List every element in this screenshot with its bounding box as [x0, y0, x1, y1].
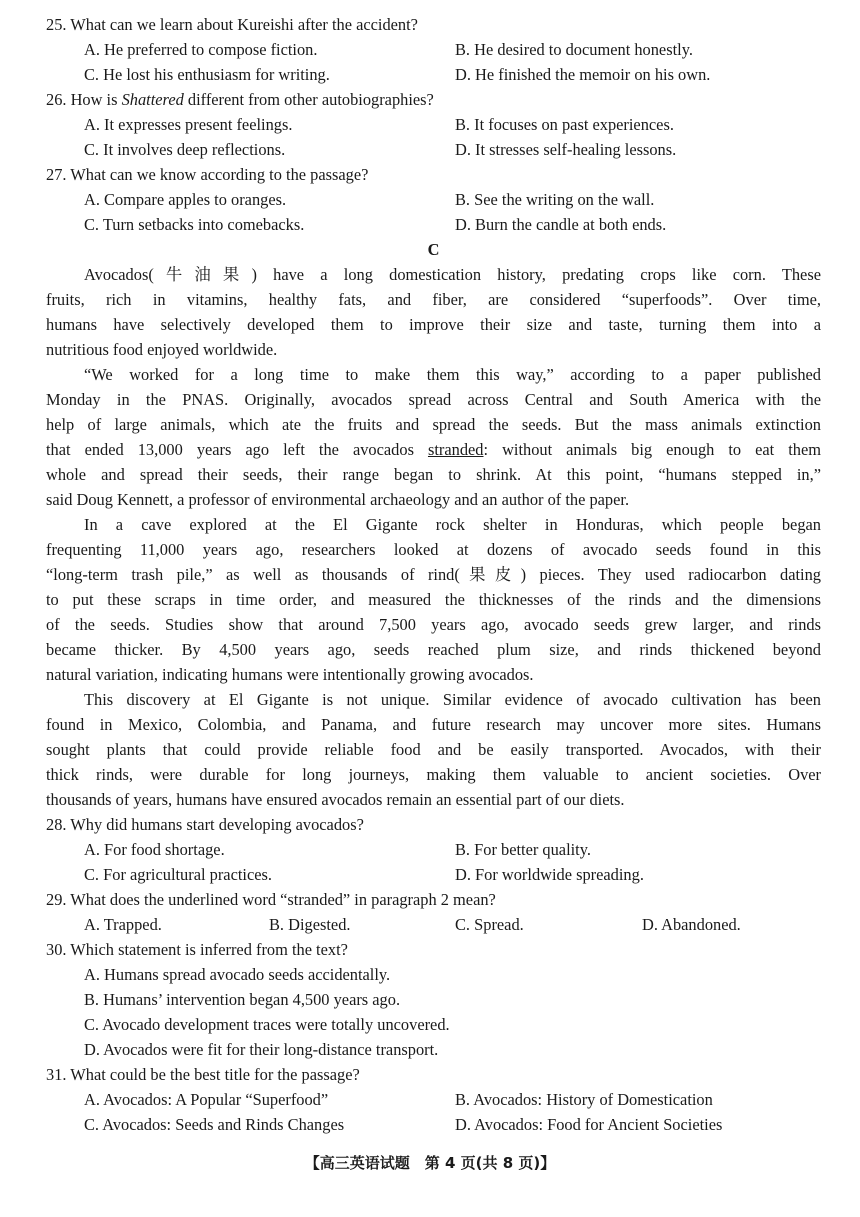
paragraph-line: In a cave explored at the El Gigante rock shelter in Honduras, which people began	[84, 515, 821, 534]
page-footer: 【高三英语试题 第 4 页(共 8 页)】	[304, 1154, 556, 1172]
paragraph-line: frequenting 11,000 years ago, researchers looked at dozens of avocado seeds found in this	[46, 540, 821, 559]
paragraph-line: fruits, rich in vitamins, healthy fats, and fiber, are considered “superfoods”. Over time,	[46, 290, 821, 309]
question-25-option-a: A. He preferred to compose fiction.	[84, 40, 318, 59]
question-26-option-a: A. It expresses present feelings.	[84, 115, 293, 134]
paragraph-line	[46, 437, 821, 462]
paragraph-line: “long-term trash pile,” as well as thousands of rind(果皮) pieces. They used radiocarbon dating	[46, 565, 821, 584]
question-27-option-b: B. See the writing on the wall.	[455, 190, 655, 209]
question-29-stem: 29. What does the underlined word “stranded” in paragraph 2 mean?	[46, 890, 496, 909]
paragraph-line: Monday in the PNAS. Originally, avocados spread across Central and South America with the	[46, 390, 821, 409]
question-28-option-c: C. For agricultural practices.	[84, 865, 272, 884]
question-30-option-b: B. Humans’ intervention began 4,500 years ago.	[84, 990, 401, 1009]
question-30-option-a: A. Humans spread avocado seeds accidentally.	[84, 965, 391, 984]
paragraph-line: thick rinds, were durable for long journeys, making them valuable to ancient societies. Over	[46, 765, 821, 784]
question-26-option-d: D. It stresses self-healing lessons.	[455, 140, 677, 159]
question-25-option-c: C. He lost his enthusiasm for writing.	[84, 65, 330, 84]
paragraph-line-end: : without animals big enough to eat them	[483, 440, 821, 459]
question-29-option-a: A. Trapped.	[84, 915, 162, 934]
paragraph-line: became thicker. By 4,500 years ago, seeds reached plum size, and rinds thickened beyond	[46, 640, 821, 659]
question-26-stem	[46, 87, 434, 112]
question-29-option-d: D. Abandoned.	[642, 915, 741, 934]
question-26-stem-end: different from other autobiographies?	[183, 90, 434, 109]
question-31-option-c: C. Avocados: Seeds and Rinds Changes	[84, 1115, 345, 1134]
question-26-stem-start: 26. How is	[46, 90, 122, 109]
paragraph-line: thousands of years, humans have ensured avocados remain an essential part of our diets.	[46, 790, 625, 809]
question-29-option-c: C. Spread.	[455, 915, 524, 934]
paragraph-line: found in Mexico, Colombia, and Panama, and future research may uncover more sites. Humans	[46, 715, 821, 734]
question-30-stem: 30. Which statement is inferred from the text?	[46, 940, 348, 959]
paragraph-line: natural variation, indicating humans were intentionally growing avocados.	[46, 665, 534, 684]
paragraph-line: to put these scraps in time order, and measured the thicknesses of the rinds and the dimensions	[46, 590, 821, 609]
paragraph-line: Avocados(牛油果) have a long domestication history, predating crops like corn. These	[84, 265, 821, 284]
question-26-option-c: C. It involves deep reflections.	[84, 140, 286, 159]
paragraph-2	[46, 362, 821, 512]
question-25-stem: 25. What can we learn about Kureishi after the accident?	[46, 15, 418, 34]
question-31-option-b: B. Avocados: History of Domestication	[455, 1090, 713, 1109]
book-title: Shattered	[121, 90, 184, 109]
paragraph-3	[46, 512, 821, 687]
question-27-option-a: A. Compare apples to oranges.	[84, 190, 287, 209]
question-31-stem: 31. What could be the best title for the passage?	[46, 1065, 360, 1084]
question-31-option-d: D. Avocados: Food for Ancient Societies	[455, 1115, 723, 1134]
question-25-option-d: D. He finished the memoir on his own.	[455, 65, 711, 84]
underlined-word-stranded: stranded	[427, 440, 484, 459]
question-28-option-a: A. For food shortage.	[84, 840, 225, 859]
question-29-option-b: B. Digested.	[269, 915, 351, 934]
question-28-option-b: B. For better quality.	[455, 840, 591, 859]
paragraph-line: said Doug Kennett, a professor of environmental archaeology and an author of the paper.	[46, 490, 630, 509]
question-28-option-d: D. For worldwide spreading.	[455, 865, 644, 884]
question-30-option-c: C. Avocado development traces were totally uncovered.	[84, 1015, 450, 1034]
paragraph-line: “We worked for a long time to make them this way,” according to a paper published	[84, 365, 821, 384]
paragraph-1	[46, 262, 821, 362]
paragraph-line: This discovery at El Gigante is not unique. Similar evidence of avocado cultivation has been	[84, 690, 821, 709]
question-28-stem: 28. Why did humans start developing avocados?	[46, 815, 364, 834]
question-26-option-b: B. It focuses on past experiences.	[455, 115, 674, 134]
question-25-option-b: B. He desired to document honestly.	[455, 40, 693, 59]
paragraph-line-start: that ended 13,000 years ago left the avocados	[46, 440, 428, 459]
question-31-option-a: A. Avocados: A Popular “Superfood”	[84, 1090, 329, 1109]
paragraph-line: whole and spread their seeds, their range began to shrink. At this point, “humans stepped in,”	[46, 465, 821, 484]
question-27-option-c: C. Turn setbacks into comebacks.	[84, 215, 305, 234]
question-27-stem: 27. What can we know according to the passage?	[46, 165, 369, 184]
paragraph-line: help of large animals, which ate the fruits and spread the seeds. But the mass animals extinction	[46, 415, 821, 434]
paragraph-4	[46, 687, 821, 812]
paragraph-line: sought plants that could provide reliable food and be easily transported. Avocados, with their	[46, 740, 821, 759]
paragraph-line: of the seeds. Studies show that around 7,500 years ago, avocado seeds grew larger, and rinds	[46, 615, 821, 634]
question-27-option-d: D. Burn the candle at both ends.	[455, 215, 667, 234]
paragraph-line: humans have selectively developed them to improve their size and taste, turning them into a	[46, 315, 821, 334]
paragraph-line: nutritious food enjoyed worldwide.	[46, 340, 278, 359]
question-30-option-d: D. Avocados were fit for their long-distance transport.	[84, 1040, 439, 1059]
section-heading: C	[427, 240, 440, 259]
